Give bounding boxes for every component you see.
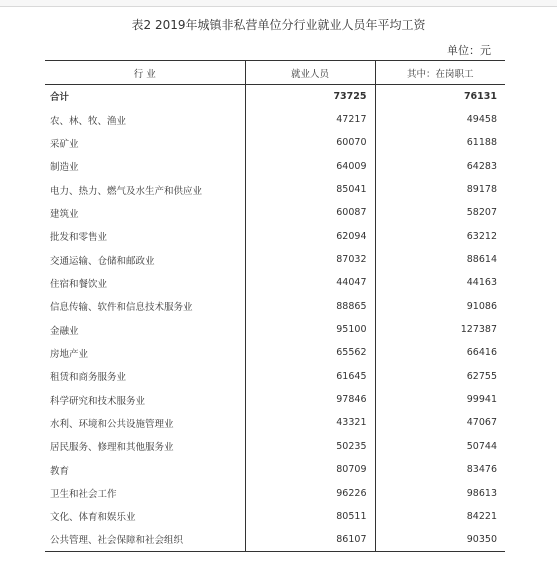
table-row bbox=[45, 365, 505, 388]
employed-cell: 87032 bbox=[245, 248, 375, 271]
employed-cell: 61645 bbox=[245, 365, 375, 388]
employed-cell: 97846 bbox=[245, 388, 375, 411]
industry-cell: 合计 bbox=[50, 92, 70, 104]
employed-cell: 65562 bbox=[245, 341, 375, 364]
on-post-cell: 127387 bbox=[375, 318, 505, 341]
on-post-cell: 89178 bbox=[375, 178, 505, 201]
on-post-cell: 83476 bbox=[375, 458, 505, 481]
header-industry: 行 业 bbox=[45, 61, 245, 85]
table-row bbox=[45, 178, 505, 201]
table-row bbox=[45, 318, 505, 341]
industry-cell: 制造业 bbox=[50, 162, 79, 174]
browser-edge bbox=[0, 0, 557, 7]
on-post-cell: 49458 bbox=[375, 108, 505, 131]
table-row bbox=[45, 201, 505, 224]
on-post-cell: 66416 bbox=[375, 341, 505, 364]
employed-cell: 60070 bbox=[245, 131, 375, 154]
employed-cell: 47217 bbox=[245, 108, 375, 131]
on-post-cell: 90350 bbox=[375, 528, 505, 551]
table-row bbox=[45, 295, 505, 318]
table-row bbox=[45, 435, 505, 458]
employed-cell: 85041 bbox=[245, 178, 375, 201]
header-row bbox=[45, 61, 505, 85]
industry-cell: 住宿和餐饮业 bbox=[50, 278, 108, 290]
industry-cell: 建筑业 bbox=[50, 208, 79, 220]
employed-cell: 80709 bbox=[245, 458, 375, 481]
employed-cell: 50235 bbox=[245, 435, 375, 458]
employed-cell: 60087 bbox=[245, 201, 375, 224]
table-row bbox=[45, 458, 505, 481]
table-title: 表2 2019年城镇非私营单位分行业就业人员年平均工资 bbox=[131, 18, 426, 32]
on-post-cell: 44163 bbox=[375, 271, 505, 294]
table-body bbox=[45, 85, 505, 552]
table-row bbox=[45, 528, 505, 551]
header-employed: 就业人员 bbox=[245, 61, 375, 85]
industry-cell: 卫生和社会工作 bbox=[50, 489, 117, 501]
on-post-cell: 62755 bbox=[375, 365, 505, 388]
industry-cell: 采矿业 bbox=[50, 138, 79, 150]
on-post-cell: 76131 bbox=[375, 85, 505, 108]
on-post-cell: 58207 bbox=[375, 201, 505, 224]
employed-cell: 86107 bbox=[245, 528, 375, 551]
table-row bbox=[45, 271, 505, 294]
table-row bbox=[45, 505, 505, 528]
table-row bbox=[45, 131, 505, 154]
industry-cell: 农、林、牧、渔业 bbox=[50, 115, 127, 127]
on-post-cell: 84221 bbox=[375, 505, 505, 528]
table-row bbox=[45, 155, 505, 178]
employed-cell: 95100 bbox=[245, 318, 375, 341]
industry-cell: 金融业 bbox=[50, 325, 79, 337]
industry-cell: 文化、体育和娱乐业 bbox=[50, 512, 136, 524]
employed-cell: 64009 bbox=[245, 155, 375, 178]
on-post-cell: 63212 bbox=[375, 225, 505, 248]
industry-cell: 租赁和商务服务业 bbox=[50, 372, 127, 384]
table-row bbox=[45, 341, 505, 364]
table-row bbox=[45, 388, 505, 411]
employed-cell: 62094 bbox=[245, 225, 375, 248]
employed-cell: 88865 bbox=[245, 295, 375, 318]
industry-cell: 居民服务、修理和其他服务业 bbox=[50, 442, 174, 454]
on-post-cell: 61188 bbox=[375, 131, 505, 154]
on-post-cell: 99941 bbox=[375, 388, 505, 411]
on-post-cell: 50744 bbox=[375, 435, 505, 458]
table-row bbox=[45, 85, 505, 108]
employed-cell: 96226 bbox=[245, 481, 375, 504]
industry-cell: 房地产业 bbox=[50, 348, 89, 360]
on-post-cell: 64283 bbox=[375, 155, 505, 178]
table-row bbox=[45, 481, 505, 504]
employed-cell: 80511 bbox=[245, 505, 375, 528]
industry-cell: 批发和零售业 bbox=[50, 232, 108, 244]
employed-cell: 43321 bbox=[245, 411, 375, 434]
industry-cell: 信息传输、软件和信息技术服务业 bbox=[50, 302, 193, 314]
salary-table bbox=[45, 60, 505, 552]
industry-cell: 教育 bbox=[50, 465, 70, 477]
industry-cell: 电力、热力、燃气及水生产和供应业 bbox=[50, 185, 203, 197]
industry-cell: 科学研究和技术服务业 bbox=[50, 395, 146, 407]
table-row bbox=[45, 248, 505, 271]
table-row bbox=[45, 225, 505, 248]
employed-cell: 73725 bbox=[245, 85, 375, 108]
on-post-cell: 88614 bbox=[375, 248, 505, 271]
table-row bbox=[45, 411, 505, 434]
on-post-cell: 98613 bbox=[375, 481, 505, 504]
on-post-cell: 47067 bbox=[375, 411, 505, 434]
industry-cell: 交通运输、仓储和邮政业 bbox=[50, 255, 155, 267]
table-row bbox=[45, 108, 505, 131]
on-post-cell: 91086 bbox=[375, 295, 505, 318]
industry-cell: 水利、环境和公共设施管理业 bbox=[50, 418, 174, 430]
unit-label: 单位：元 bbox=[447, 44, 491, 57]
employed-cell: 44047 bbox=[245, 271, 375, 294]
industry-cell: 公共管理、社会保障和社会组织 bbox=[45, 528, 245, 551]
header-on-post: 其中：在岗职工 bbox=[375, 61, 505, 85]
